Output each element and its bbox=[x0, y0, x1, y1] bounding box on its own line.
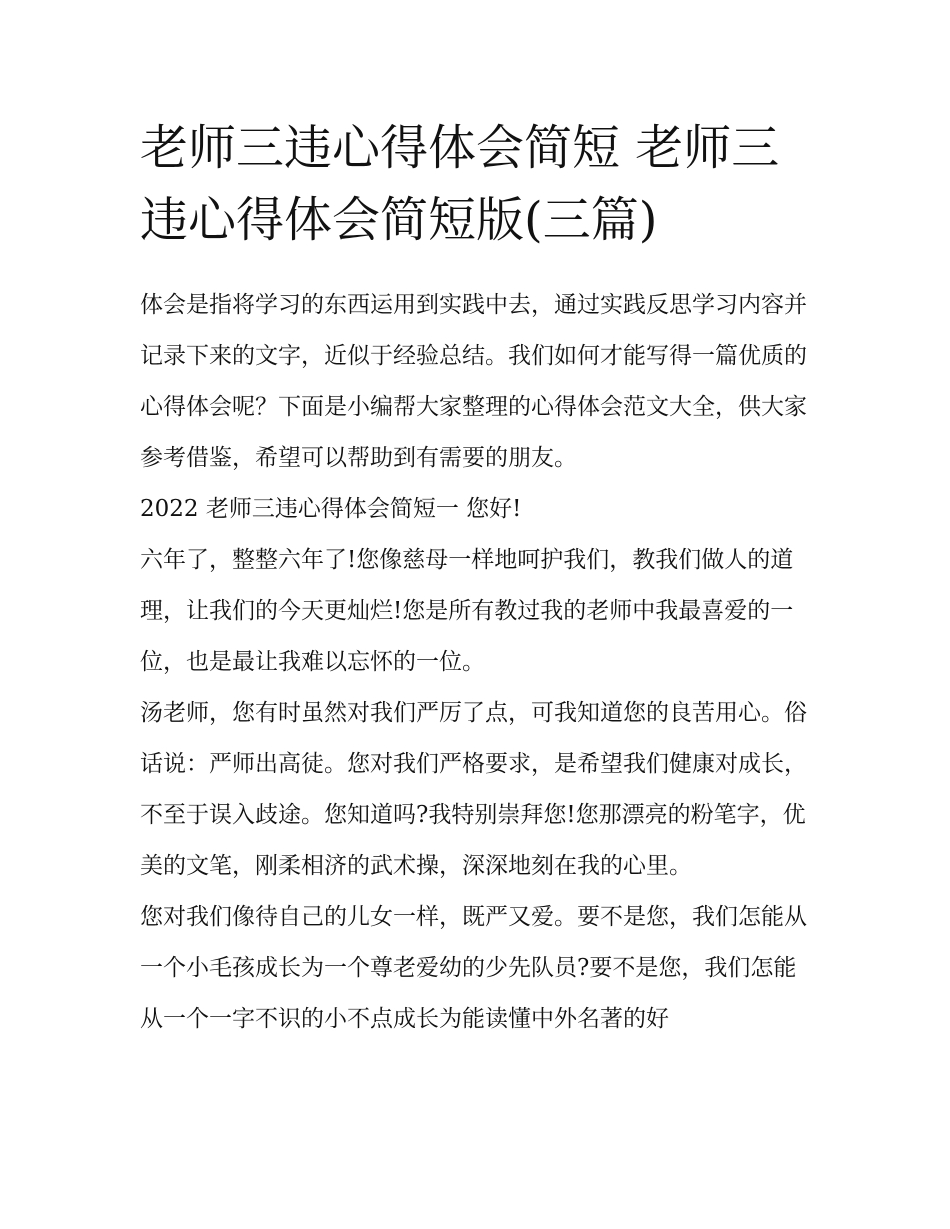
intro-paragraph: 体会是指将学习的东西运用到实践中去，通过实践反思学习内容并记录下来的文字，近似于经验总结。我们如何才能写得一篇优质的心得体会呢？下面是小编帮大家整理的心得体会范文大全，供大家参考借鉴，希望可以帮助到有需要的朋友。 bbox=[140, 292, 807, 471]
section-heading: 2022 老师三违心得体会简短一 您好! bbox=[140, 496, 522, 522]
document-content bbox=[140, 112, 812, 1045]
body-paragraph-2: 汤老师，您有时虽然对我们严厉了点，可我知道您的良苦用心。俗话说：严师出高徒。您对我们严格要求，是希望我们健康对成长，不至于误入歧途。您知道吗?我特别崇拜您!您那漂亮的粉笔字，优美的文笔，刚柔相济的武术操，深深地刻在我的心里。 bbox=[140, 700, 807, 879]
body-paragraph-1: 六年了，整整六年了!您像慈母一样地呵护我们，教我们做人的道理，让我们的今天更灿烂!您是所有教过我的老师中我最喜爱的一位，也是最让我难以忘怀的一位。 bbox=[140, 547, 794, 675]
document-title: 老师三违心得体会简短 老师三违心得体会简短版(三篇) bbox=[140, 120, 780, 248]
body-paragraph-3: 您对我们像待自己的儿女一样，既严又爱。要不是您，我们怎能从一个小毛孩成长为一个尊老爱幼的少先队员?要不是您，我们怎能从一个一字不识的小不点成长为能读懂中外名著的好 bbox=[140, 904, 807, 1032]
